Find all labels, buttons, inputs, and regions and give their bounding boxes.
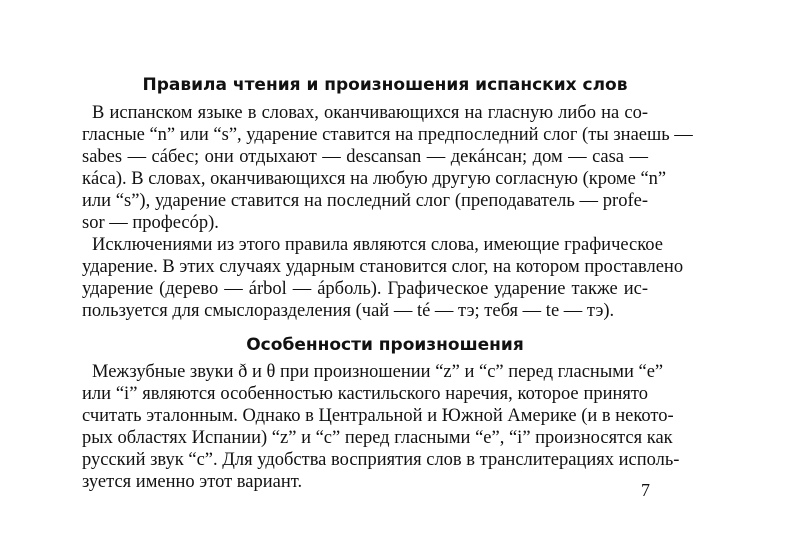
- paragraph-line: или “i” являются особенностью кастильского наречия, которое принято: [82, 384, 648, 404]
- paragraph-line: пользуется для смыслоразделения (чай — té — тэ; тебя — te — тэ).: [82, 301, 615, 321]
- section-title-pronunciation: Особенности произношения: [246, 335, 524, 355]
- paragraph-line: sabes — сáбес; они отдыхают — descansan — декáнсан; дом — casa —: [82, 147, 648, 167]
- paragraph-line: гласные “n” или “s”, ударение ставится на предпоследний слог (ты знаешь —: [82, 125, 693, 145]
- paragraph-line: считать эталонным. Однако в Центральной и Южной Америке (и в некото-: [82, 406, 674, 426]
- paragraph-line: русский звук “c”. Для удобства восприятия слов в транслитерациях исполь-: [82, 450, 680, 470]
- paragraph-line: Исключениями из этого правила являются слова, имеющие графическое: [92, 235, 663, 255]
- page-number: 7: [641, 480, 650, 500]
- paragraph-line: Межзубные звуки ð и θ при произношении “z” и “c” перед гласными “e”: [92, 362, 664, 382]
- paragraph-line: ударение (дерево — árbol — áрболь). Графическое ударение также ис-: [82, 279, 648, 299]
- section-title-reading-rules: Правила чтения и произношения испанских слов: [142, 75, 628, 95]
- paragraph-line: sor — професóр).: [82, 213, 219, 233]
- paragraph-line: зуется именно этот вариант.: [82, 472, 303, 492]
- paragraph-line: кáса). В словах, оканчивающихся на любую другую согласную (кроме “n”: [82, 169, 667, 189]
- paragraph-line: рых областях Испании) “z” и “c” перед гласными “e”, “i” произносятся как: [82, 428, 673, 448]
- paragraph-line: ударение. В этих случаях ударным становится слог, на котором проставлено: [82, 257, 684, 277]
- paragraph-line: В испанском языке в словах, оканчивающихся на гласную либо на со-: [92, 103, 648, 123]
- paragraph-line: или “s”), ударение ставится на последний слог (преподаватель — profe-: [82, 191, 648, 211]
